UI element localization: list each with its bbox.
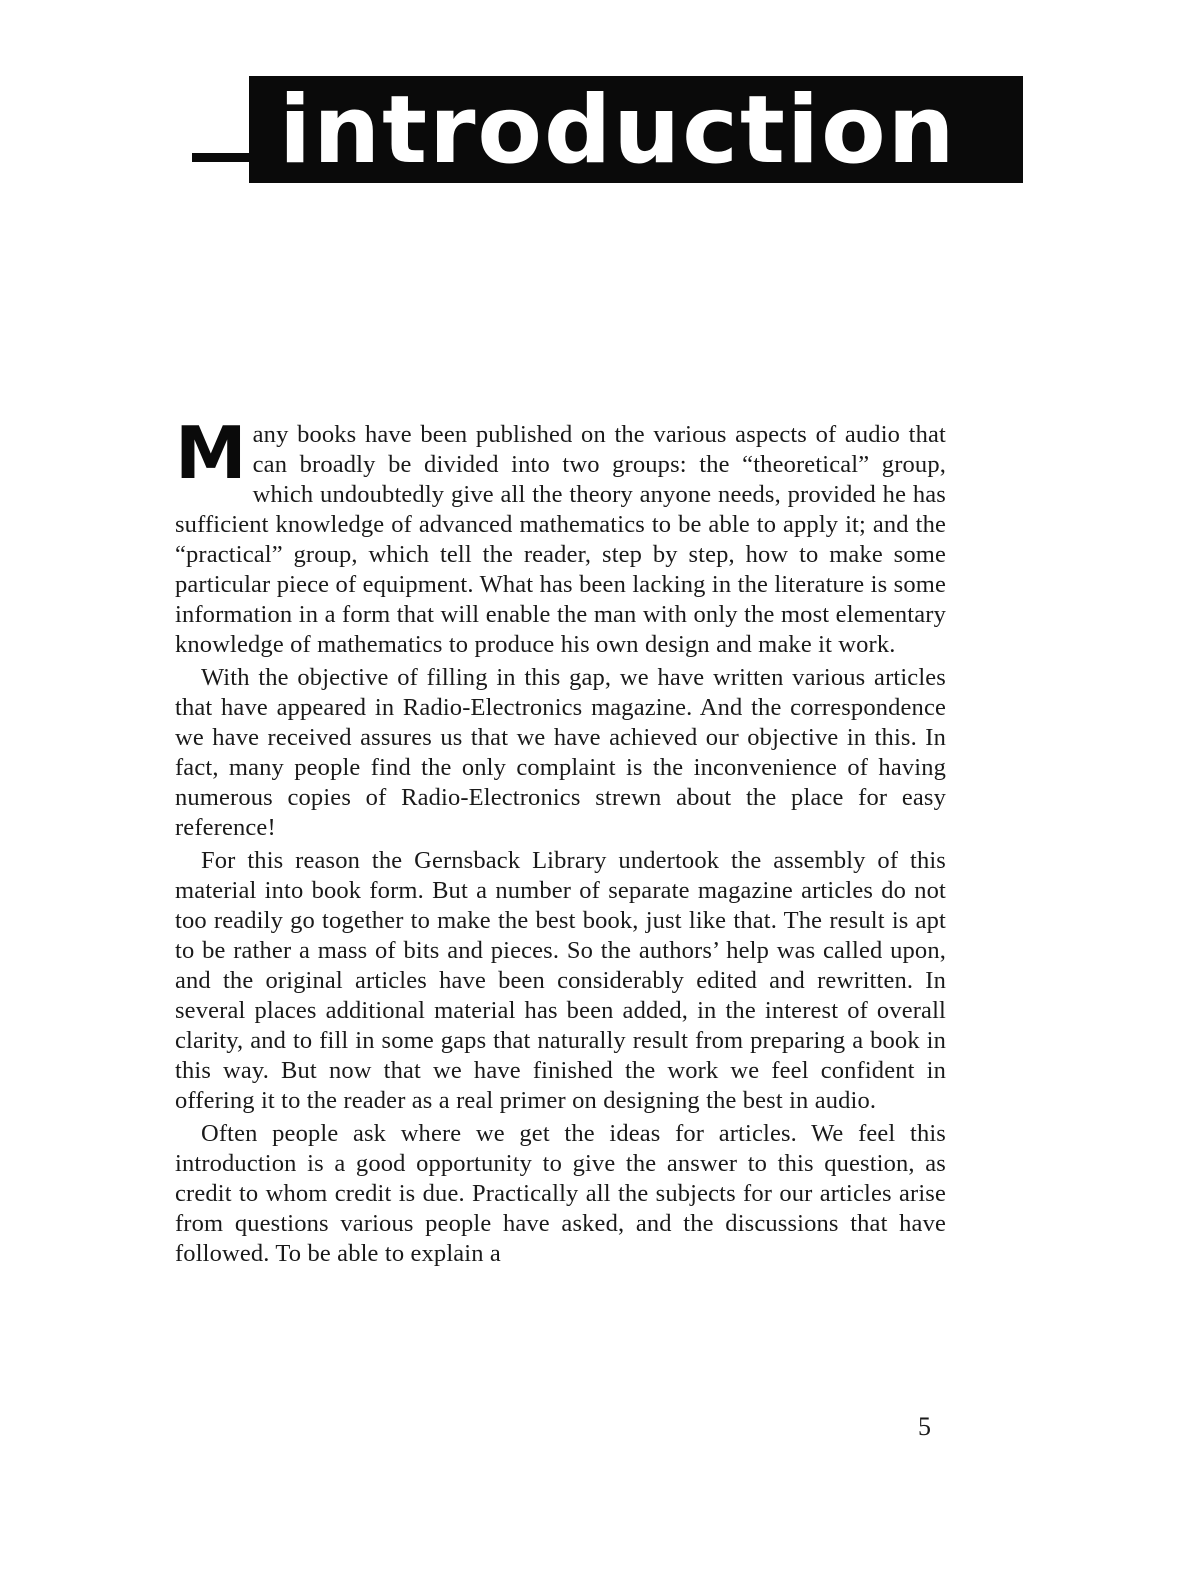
paragraph-1 — [175, 411, 946, 660]
drop-cap: M — [175, 411, 243, 495]
paragraph-2: With the objective of filling in this gap, we have written various articles that have appeared in Radio-Electronics magazine. And the correspondence we have received assures us that we have achieved our objective in this. In fact, many people find the only complaint is the inconvenience of having numerous copies of Radio-Electronics strewn about the place for easy reference! — [175, 664, 946, 841]
body-text — [175, 411, 946, 1269]
paragraph-4: Often people ask where we get the ideas for articles. We feel this introduction is a good opportunity to give the answer to this question, as credit to whom credit is due. Practically all the subjects for our articles arise from questions various people have asked, and the discussions that have followed. To be able to explain a — [175, 1120, 946, 1267]
chapter-title: introduction — [279, 75, 957, 185]
title-banner — [249, 76, 1023, 183]
title-banner-rule — [192, 153, 252, 162]
page-number: 5 — [918, 1412, 931, 1441]
paragraph-3: For this reason the Gernsback Library undertook the assembly of this material into book form. But a number of separate magazine articles do not too readily go together to make the best book, just like that. The result is apt to be rather a mass of bits and pieces. So the authors’ help was called upon, and the original articles have been considerably edited and rewritten. In several places additional material has been added, in the interest of overall clarity, and to fill in some gaps that naturally result from preparing a book in this way. But now that we have finished the work we feel confident in offering it to the reader as a real primer on designing the best in audio. — [175, 847, 946, 1114]
paragraph-1-text: any books have been published on the various aspects of audio that can broadly be divided into two groups: the “theoretical” group, which undoubtedly give all the theory anyone needs, provided he has sufficient knowledge of advanced mathematics to be able to apply it; and the “practical” group, which tell the reader, step by step, how to make some particular piece of equipment. What has been lacking in the literature is some information in a form that will enable the man with only the most elementary knowledge of mathematics to produce his own design and make it work. — [175, 421, 946, 658]
